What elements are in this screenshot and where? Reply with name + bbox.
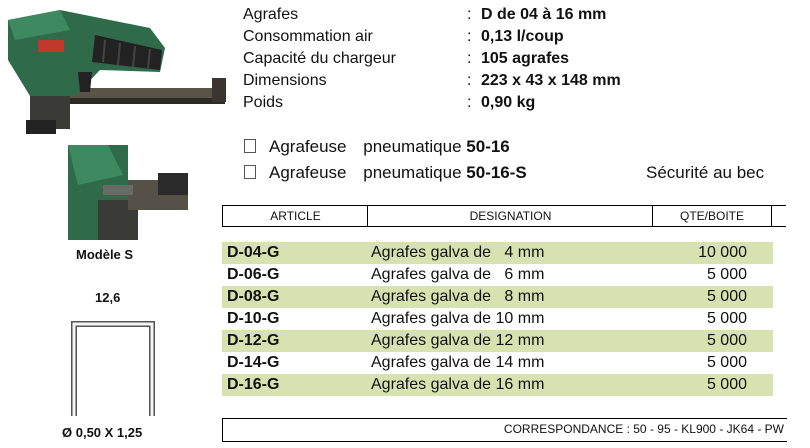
spec-label: Agrafes [243,6,299,23]
qty-cell: 5 000 [706,332,747,349]
column-header-article: ARTICLE [222,206,368,226]
table-row [222,308,773,330]
article-cell: D-12-G [227,332,280,349]
spec-colon: : [467,28,472,45]
designation-cell: Agrafes galva de 8 mm [371,288,545,305]
designation-cell: Agrafes galva de 6 mm [371,266,545,283]
option-word2: pneumatique [363,163,462,182]
spec-value: 0,90 kg [481,94,536,111]
checkbox-icon[interactable] [244,165,256,179]
table-row [222,264,773,286]
correspondance-text: CORRESPONDANCE : 50 - 95 - KL900 - JK64 - PW [503,422,784,436]
qty-cell: 5 000 [706,354,747,371]
table-row [222,242,773,264]
designation-cell: Agrafes galva de 16 mm [371,376,545,393]
spec-value: 0,13 l/coup [481,28,564,45]
option-model: 50-16-S [466,163,527,182]
staple-icon [68,318,158,418]
staple-width-label: 12,6 [95,290,121,305]
article-cell: D-08-G [227,288,280,305]
safety-nose-detail-image [68,145,193,240]
staple-spec-label: Ø 0,50 X 1,25 [62,425,143,440]
column-header-qty: QTE/BOITE [652,206,772,226]
column-header-designation: DESIGNATION [367,206,653,226]
spec-label: Poids [243,94,284,111]
article-cell: D-04-G [227,244,280,261]
stapler-tool-image [0,0,230,145]
spec-label: Capacité du chargeur [243,50,396,67]
option-word1: Agrafeuse [269,163,347,182]
spec-colon: : [467,50,472,67]
article-cell: D-06-G [227,266,280,283]
spec-label: Dimensions [243,72,327,89]
spec-value: 223 x 43 x 148 mm [481,72,621,89]
article-cell: D-16-G [227,376,280,393]
table-header [222,205,786,227]
spec-colon: : [467,6,472,23]
option-50-16-s[interactable] [244,162,527,184]
option-word2: pneumatique [363,137,462,156]
qty-cell: 5 000 [706,288,747,305]
table-row [222,286,773,308]
spec-colon: : [467,94,472,111]
designation-cell: Agrafes galva de 10 mm [371,310,545,327]
option-word1: Agrafeuse [269,137,347,156]
option-note: Sécurité au bec [646,163,765,182]
option-model: 50-16 [466,137,510,156]
table-row [222,374,773,396]
spec-label: Consommation air [243,28,373,45]
designation-cell: Agrafes galva de 12 mm [371,332,545,349]
qty-cell: 5 000 [706,266,747,283]
checkbox-icon[interactable] [244,139,256,153]
qty-cell: 10 000 [698,244,747,261]
article-cell: D-10-G [227,310,280,327]
article-cell: D-14-G [227,354,280,371]
qty-cell: 5 000 [706,310,747,327]
designation-cell: Agrafes galva de 14 mm [371,354,545,371]
spec-value: 105 agrafes [481,50,570,67]
spec-colon: : [467,72,472,89]
qty-cell: 5 000 [706,376,747,393]
designation-cell: Agrafes galva de 4 mm [371,244,545,261]
model-s-label: Modèle S [76,247,134,262]
table-row [222,352,773,374]
table-row [222,330,773,352]
spec-value: D de 04 à 16 mm [481,6,607,23]
option-50-16[interactable] [244,136,510,158]
correspondance-footer [222,418,787,442]
